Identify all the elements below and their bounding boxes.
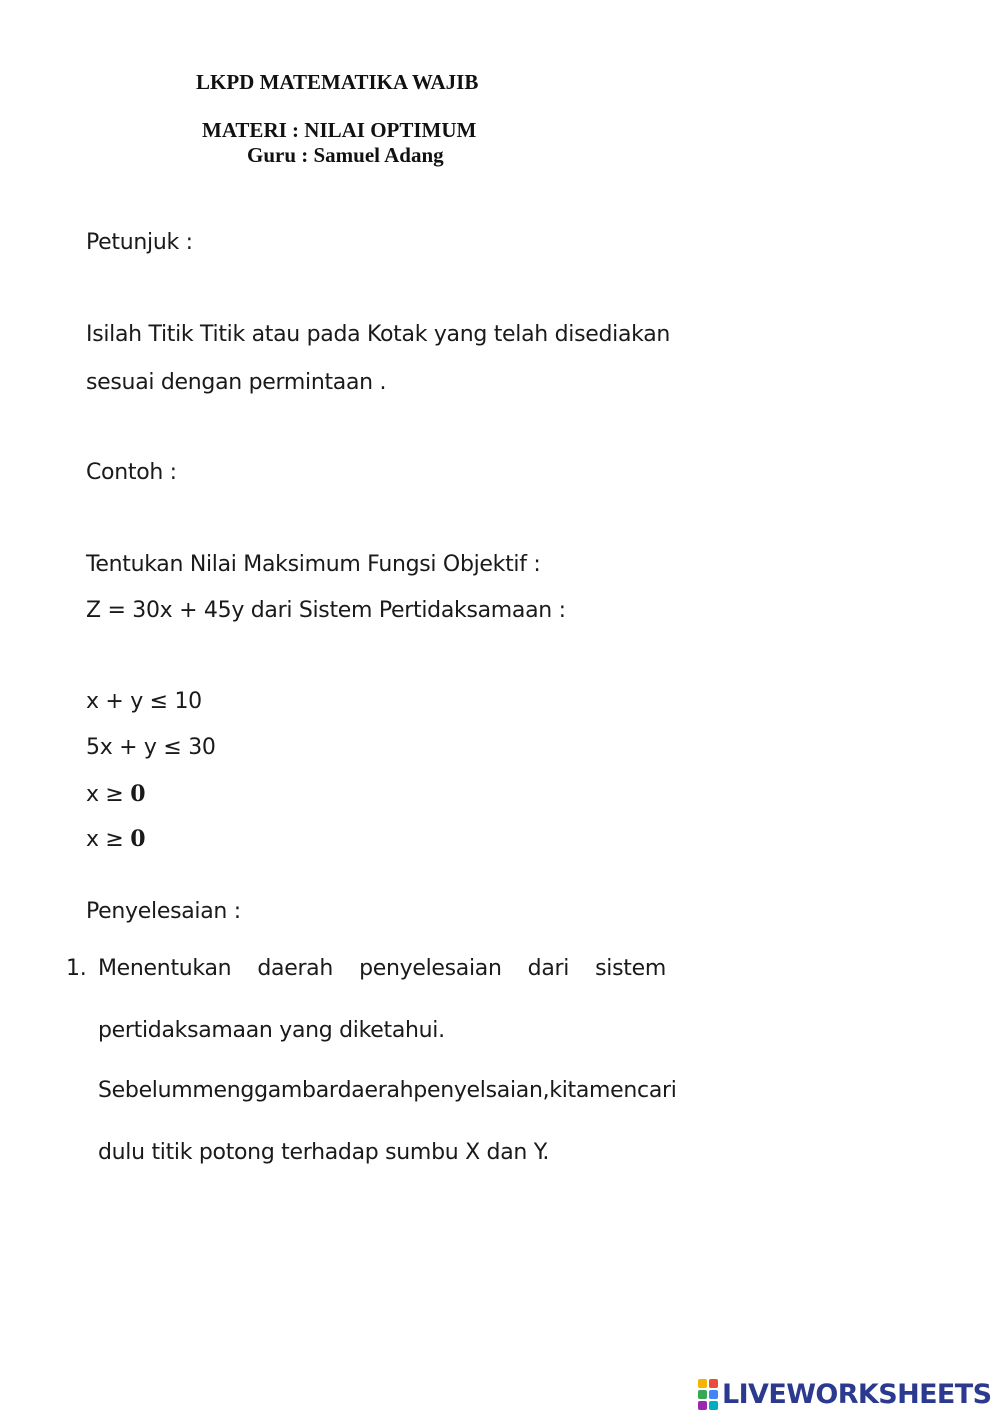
materi-heading: MATERI : NILAI OPTIMUM	[202, 118, 477, 142]
paragraph-word: daerah	[337, 1078, 414, 1103]
step-1-line-1	[98, 956, 666, 981]
step-word: penyelesaian	[359, 956, 502, 981]
example-line-1: Tentukan Nilai Maksimum Fungsi Objektif :	[86, 552, 541, 577]
step-word: sistem	[595, 956, 666, 981]
paragraph-word: kita	[549, 1078, 590, 1103]
constraint-1-rhs: 10	[174, 689, 202, 714]
constraint-3-rhs: 0	[130, 781, 146, 807]
instructions-line-2: sesuai dengan permintaan .	[86, 370, 387, 395]
logo-tile	[698, 1379, 707, 1388]
constraint-4	[86, 826, 145, 852]
worksheet-title: LKPD MATEMATIKA WAJIB	[196, 70, 479, 94]
logo-tile	[709, 1401, 718, 1410]
solution-heading: Penyelesaian :	[86, 899, 241, 924]
paragraph-word: mencari	[589, 1078, 677, 1103]
step-word: daerah	[257, 956, 334, 981]
constraint-4-lhs: x ≥	[86, 827, 131, 852]
constraint-2-rhs: 30	[188, 735, 216, 760]
step-1-line-2: pertidaksamaan yang diketahui.	[98, 1018, 445, 1043]
constraint-4-rhs: 0	[130, 826, 146, 852]
paragraph-line-1	[98, 1078, 677, 1103]
liveworksheets-logo-icon	[698, 1379, 718, 1410]
constraint-2-lhs: 5x + y ≤	[86, 735, 189, 760]
instructions-line-1: Isilah Titik Titik atau pada Kotak yang telah disediakan	[86, 322, 671, 347]
logo-tile	[709, 1379, 718, 1388]
paragraph-line-2: dulu titik potong terhadap sumbu X dan Y.	[98, 1140, 550, 1165]
step-word: Menentukan	[98, 956, 232, 981]
paragraph-word: penyelsaian,	[413, 1078, 550, 1103]
example-heading: Contoh :	[86, 460, 177, 485]
paragraph-word: Sebelum	[98, 1078, 193, 1103]
paragraph-word: menggambar	[192, 1078, 338, 1103]
teacher-name: Guru : Samuel Adang	[247, 143, 444, 167]
objective-function: Z = 30x + 45y dari Sistem Pertidaksamaan :	[86, 598, 566, 623]
step-number: 1.	[66, 956, 87, 981]
instructions-heading: Petunjuk :	[86, 230, 193, 255]
constraint-3-lhs: x ≥	[86, 782, 131, 807]
liveworksheets-logo[interactable]	[698, 1378, 991, 1410]
logo-tile	[698, 1390, 707, 1399]
step-word: dari	[527, 956, 570, 981]
constraint-1	[86, 689, 202, 714]
constraint-3	[86, 781, 145, 807]
logo-tile	[698, 1401, 707, 1410]
constraint-2	[86, 735, 216, 760]
constraint-1-lhs: x + y ≤	[86, 689, 175, 714]
logo-tile	[709, 1390, 718, 1399]
liveworksheets-brand: LIVEWORKSHEETS	[722, 1378, 992, 1410]
